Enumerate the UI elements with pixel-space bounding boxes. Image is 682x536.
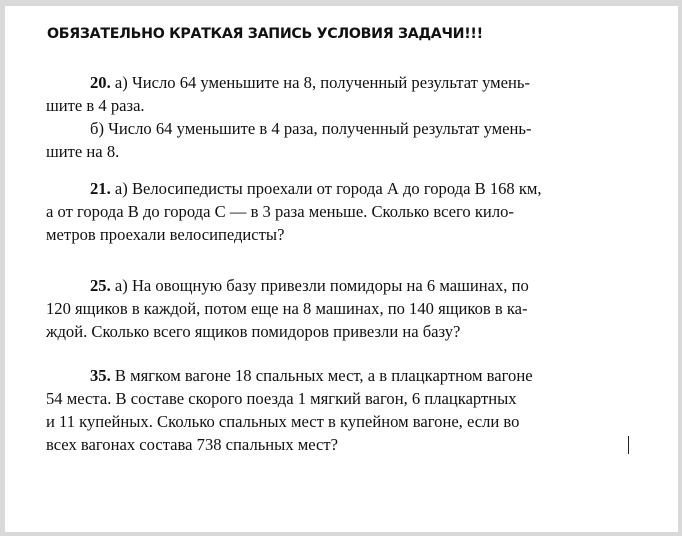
- problem-25-line-2: 120 ящиков в каждой, потом еще на 8 машинах, по 140 ящиков в ка-: [46, 299, 528, 318]
- problem-25: [46, 274, 640, 343]
- scan-border-bottom: [0, 532, 682, 536]
- problem-20-line-2: шите в 4 раза.: [46, 96, 145, 115]
- problem-35: [46, 364, 640, 456]
- problem-20: [46, 71, 640, 163]
- problem-20-line-4: шите на 8.: [46, 142, 120, 161]
- problem-21: [46, 177, 640, 246]
- text-cursor: [628, 436, 629, 454]
- problem-21-line-2: а от города В до города С — в 3 раза меньше. Сколько всего кило-: [46, 202, 514, 221]
- problem-20-line-3: б) Число 64 уменьшите в 4 раза, полученный результат умень-: [90, 119, 532, 138]
- problem-21-line-3: метров проехали велосипедисты?: [46, 225, 285, 244]
- problem-20-line-1: 20. а) Число 64 уменьшите на 8, полученный результат умень-: [90, 73, 530, 92]
- problem-25-line-3: ждой. Сколько всего ящиков помидоров привезли на базу?: [46, 322, 461, 341]
- scan-border-left: [0, 0, 5, 536]
- problem-21-number: 21.: [90, 179, 111, 198]
- scan-border-right: [678, 0, 682, 536]
- problem-21-line-1: 21. а) Велосипедисты проехали от города А до города В 168 км,: [90, 179, 542, 198]
- problem-25-number: 25.: [90, 276, 111, 295]
- page-heading: ОБЯЗАТЕЛЬНО КРАТКАЯ ЗАПИСЬ УСЛОВИЯ ЗАДАЧИ!!!: [47, 26, 483, 42]
- problem-25-line-1: 25. а) На овощную базу привезли помидоры на 6 машинах, по: [90, 276, 529, 295]
- problem-20-number: 20.: [90, 73, 111, 92]
- problem-35-line-1: 35. В мягком вагоне 18 спальных мест, а в плацкартном вагоне: [90, 366, 533, 385]
- problem-35-line-3: и 11 купейных. Сколько спальных мест в купейном вагоне, если во: [46, 412, 520, 431]
- problem-35-line-2: 54 места. В составе скорого поезда 1 мягкий вагон, 6 плацкартных: [46, 389, 517, 408]
- problem-35-number: 35.: [90, 366, 111, 385]
- problem-35-line-4: всех вагонах состава 738 спальных мест?: [46, 435, 339, 454]
- scan-border-top: [0, 0, 682, 6]
